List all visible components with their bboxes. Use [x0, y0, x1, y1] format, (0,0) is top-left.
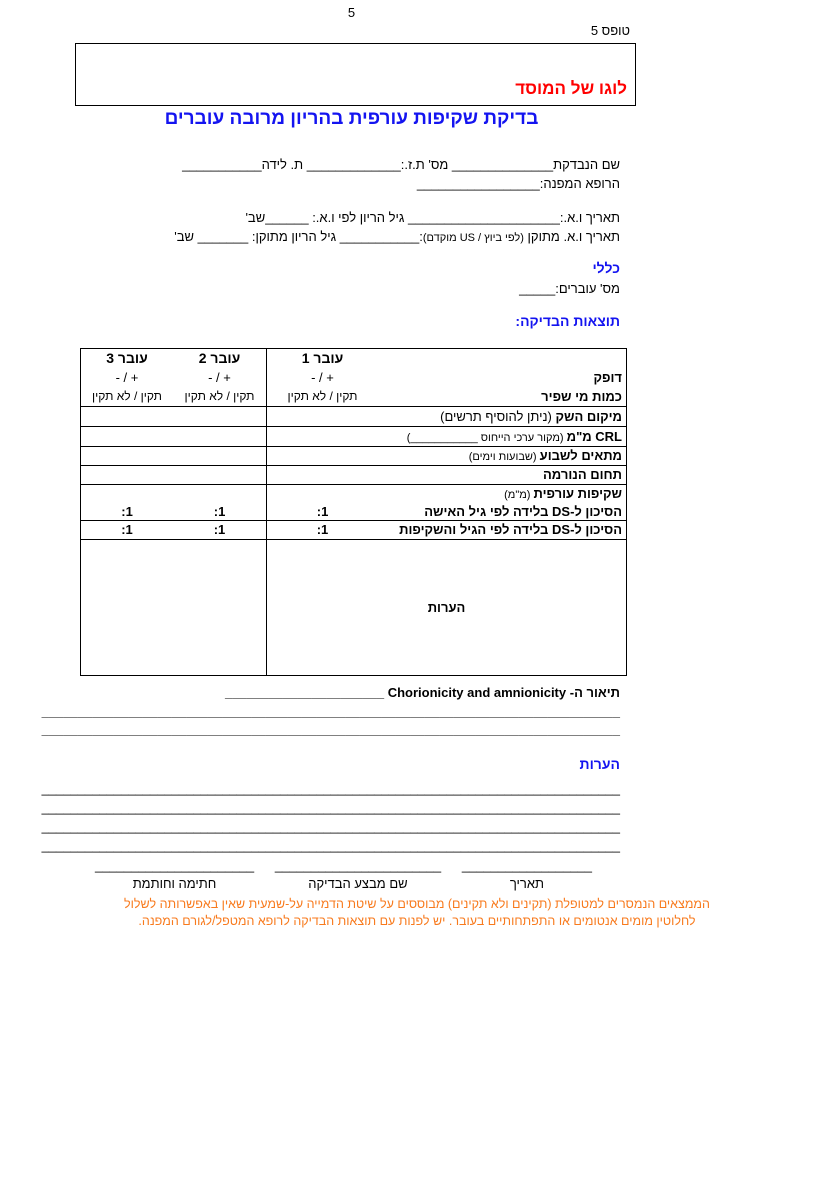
signature-date-line: __________________	[461, 858, 592, 873]
normal-range-fetus-3-cell	[81, 466, 173, 484]
sac-location-label: מיקום השק (ניתן להוסיף תרשים)	[440, 409, 622, 424]
header-empty-cell	[382, 349, 622, 368]
normal-range-fetus-1-cell	[266, 466, 378, 484]
signature-date-label: תאריך	[509, 876, 544, 891]
nt-label-line: שקיפות עורפית (מ"מ)	[504, 486, 622, 501]
remarks-fill-line: ________________________________________________________________________________	[41, 781, 620, 796]
signature-examiner-name	[275, 858, 441, 892]
signature-stamp-line: ______________________	[95, 858, 255, 873]
signature-stamp	[95, 858, 254, 892]
table-row-nt-risk	[81, 521, 626, 540]
disclaimer-line-1: הממצאים הנמסרים למטופלת (תקינים ולא תקינים) מבוססים על שיטת הדמייה על-שמעית שאין באפשרותה לשלול	[124, 897, 710, 911]
normal-range-fetus-2-cell	[173, 466, 266, 484]
fetus-3-header-cell	[81, 349, 173, 406]
crl-fetus-2-cell	[173, 427, 266, 446]
fetus-2-header-cell	[173, 349, 266, 406]
signature-stamp-label: חתימה וחותמת	[132, 876, 217, 891]
page-number: 5	[347, 5, 356, 20]
chorionicity-fill-line: ________________________________________________________________________________	[41, 722, 620, 737]
field-patient-name-id-birthdate: שם הנבדקת______________ מס' ת.ז.:_____________ ת. לידה___________	[182, 157, 620, 172]
table-row-matching-week	[81, 447, 626, 466]
field-lmp-date-and-gestational-age: תאריך ו.א.:_____________________ גיל הריון לפי ו.א.: ______שב'	[245, 210, 620, 225]
chorionicity-fill-line: ________________________________________________________________________________	[41, 703, 620, 719]
crl-fetus-3-cell	[81, 427, 173, 446]
header-label-column	[378, 349, 626, 406]
matching-week-fetus-2-cell	[173, 447, 266, 465]
fetus-3-fluid-options: תקין / לא תקין	[92, 389, 162, 403]
institution-logo-placeholder-text: לוגו של המוסד	[515, 79, 627, 98]
disclaimer-text	[0, 896, 834, 929]
matching-week-fetus-1-cell	[266, 447, 378, 465]
fetus-2-pulse-options: + / -	[208, 370, 231, 385]
disclaimer-line-2: לחלוטין מומים אנטומים או התפתחותיים בעובר. יש לפנות עם תוצאות הבדיקה לרופא המטפל/לגורם המפנה.	[138, 913, 696, 928]
fetus-1-header-cell	[266, 349, 378, 406]
amniotic-fluid-row-label: כמות מי שפיר	[541, 389, 622, 404]
fetus-3-pulse-options: + / -	[115, 370, 139, 385]
sac-location-fetus-2-cell	[173, 407, 266, 426]
table-row-notes	[81, 540, 626, 675]
table-notes-label: הערות	[266, 540, 626, 675]
fetus-1-header: עובר 1	[301, 350, 344, 366]
field-fetus-count: מס' עוברים:_____	[519, 281, 620, 296]
form-number-label: טופס 5	[590, 23, 630, 38]
fetus-2-fluid-options: תקין / לא תקין	[184, 389, 255, 403]
table-row-crl	[81, 427, 626, 447]
nt-age-risk-label	[378, 485, 626, 520]
age-risk-label-line: הסיכון ל-DS בלידה לפי גיל האישה	[424, 503, 622, 519]
section-results-title: תוצאות הבדיקה:	[515, 313, 620, 329]
table-notes-empty-area	[81, 540, 266, 675]
nt-risk-fetus-2-value: 1:	[213, 522, 226, 537]
remarks-fill-line: ________________________________________________________________________________	[41, 819, 620, 834]
chorionicity-heading-line: תיאור ה- Chorionicity and amnionicity ______________________	[225, 685, 620, 700]
matching-week-fetus-3-cell	[81, 447, 173, 465]
nt-risk-fetus-1-value: 1:	[266, 521, 378, 539]
age-risk-fetus-3-value: 1:	[121, 504, 133, 519]
fetus-2-header: עובר 2	[198, 350, 241, 366]
remarks-fill-line: ________________________________________________________________________________	[41, 838, 620, 853]
page-title: בדיקת שקיפות עורפית בהריון מרובה עוברים	[164, 108, 539, 129]
age-risk-fetus-2-value: 1:	[213, 504, 226, 519]
fetus-3-header: עובר 3	[106, 350, 148, 366]
signature-row	[95, 858, 592, 892]
table-row-nt-and-age-risk	[81, 485, 626, 521]
sac-location-fetus-1-cell	[266, 407, 378, 426]
crl-label: CRL מ"מ (מקור ערכי הייחוס ___________)	[406, 429, 622, 444]
signature-date	[462, 858, 592, 892]
field-referring-doctor: הרופא המפנה:_________________	[416, 175, 620, 191]
crl-fetus-1-cell	[266, 427, 378, 446]
pulse-row-label: דופק	[593, 370, 622, 385]
age-risk-fetus-1-value: 1:	[266, 485, 378, 520]
remarks-fill-line: ________________________________________________________________________________	[41, 800, 620, 815]
signature-examiner-label: שם מבצע הבדיקה	[308, 876, 408, 891]
fetus-1-fluid-options: תקין / לא תקין	[287, 389, 358, 403]
chorionicity-english-text: Chorionicity and amnionicity	[387, 685, 567, 700]
section-remarks-title: הערות	[579, 756, 620, 772]
fetus-1-pulse-options: + / -	[311, 370, 334, 385]
normal-range-label: תחום הנורמה	[543, 467, 622, 482]
nt-risk-label: הסיכון ל-DS בלידה לפי הגיל והשקיפות	[399, 522, 622, 537]
results-table	[80, 348, 627, 676]
pregnancy-dates-block	[174, 209, 620, 247]
nt-risk-fetus-3-value: 1:	[121, 522, 133, 537]
section-general-title: כללי	[592, 260, 620, 276]
field-corrected-date-and-gestational-age: תאריך ו.א. מתוקן (לפי ביוץ / US מוקדם):___________ גיל הריון מתוקן: _______ שב'	[174, 228, 620, 244]
chorionicity-block	[42, 684, 620, 740]
signature-examiner-line: _______________________	[274, 858, 442, 873]
sac-location-fetus-3-cell	[81, 407, 173, 426]
table-header-row	[81, 349, 626, 407]
remarks-block	[42, 779, 620, 855]
table-row-normal-range	[81, 466, 626, 485]
matching-week-label: מתאים לשבוע (שבועות וימים)	[468, 448, 622, 463]
institution-logo-box	[75, 43, 636, 106]
table-row-sac-location	[81, 407, 626, 427]
patient-details-block	[182, 156, 620, 193]
